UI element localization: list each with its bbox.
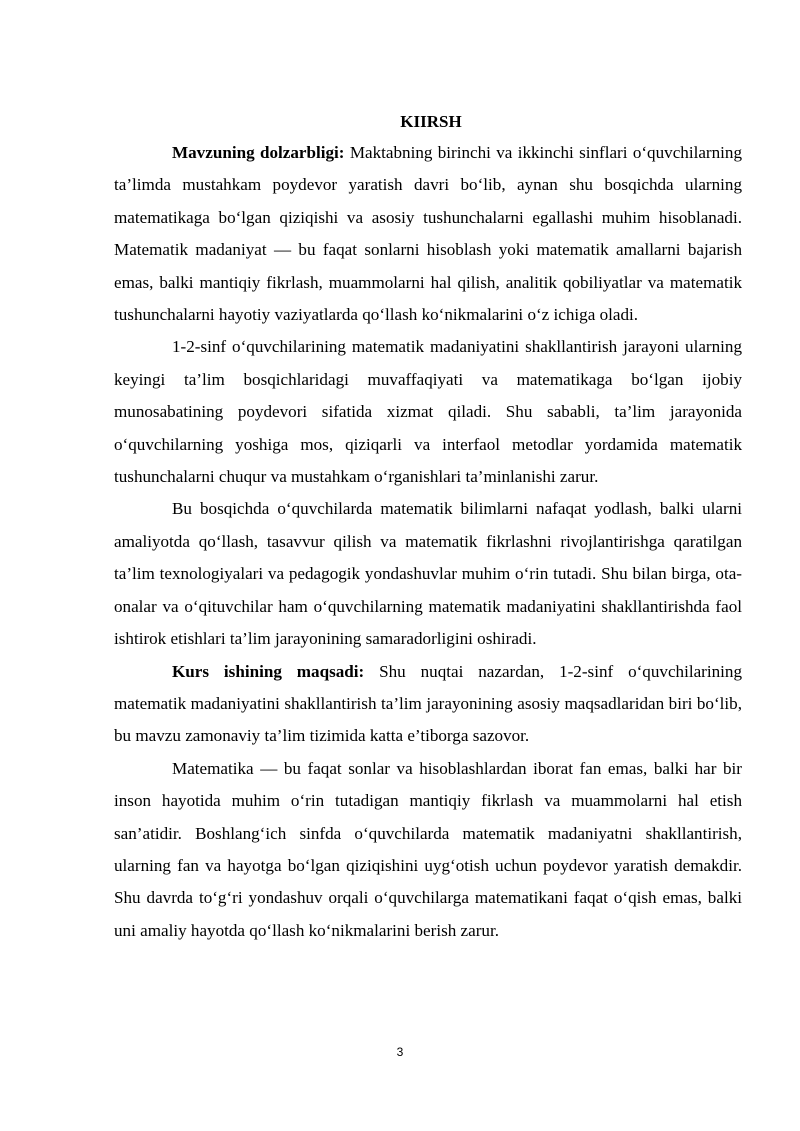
- paragraph-text: Maktabning birinchi va ikkinchi sinflari o‘quvchilarning ta’limda mustahkam poydevor yaratish davri bo‘lib, aynan shu bosqichda ularning matematikaga bo‘lgan qiziqishi va asosiy tushunchalarni egallashi muhim hisoblanadi. Matematik madaniyat — bu faqat sonlarni hisoblash yoki matematik amallarni bajarish emas, balki mantiqiy fikrlash, muammolarni hal qilish, analitik qobiliyatlar va matematik tushunchalarni hayotiy vaziyatlarda qo‘llash ko‘nikmalarini o‘z ichiga oladi.: [114, 143, 743, 325]
- paragraph-lead: Kurs ishining maqsadi:: [172, 661, 365, 681]
- page-title: KIIRSH: [400, 112, 462, 131]
- page-number: 3: [396, 1045, 404, 1059]
- paragraph-text: Shu nuqtai nazardan, 1-2-sinf o‘quvchilarining matematik madaniyatini shakllantirish ta’lim jarayonining asosiy maqsadlaridan biri bo‘lib, bu mavzu zamonaviy ta’lim tizimida katta e’tiborga sazovor.: [114, 661, 743, 746]
- paragraph-lead: Mavzuning dolzarbligi:: [172, 143, 345, 162]
- paragraph-body: [114, 331, 742, 493]
- paragraph-text: 1-2-sinf o‘quvchilarining matematik madaniyatini shakllantirish jarayoni ularning keyingi ta’lim bosqichlaridagi muvaffaqiyati va matematikaga bo‘lgan ijobiy munosabatining poydevori sifatida xizmat qiladi. Shu sababli, ta’lim jarayonida o‘quvchilarning yoshiga mos, qiziqarli va interfaol metodlar yordamida matematik tushunchalarni chuqur va mustahkam o‘rganishlari ta’minlanishi zarur.: [114, 337, 742, 487]
- paragraph-body: [114, 753, 742, 947]
- paragraph-body: [114, 493, 742, 655]
- document-page: [114, 107, 742, 947]
- paragraph-text: Matematika — bu faqat sonlar va hisoblashlardan iborat fan emas, balki har bir inson hayotida muhim o‘rin tutadigan mantiqiy fikrlash va muammolarni hal etish san’atidir. Boshlang‘ich sinfda o‘quvchilarda matematik madaniyatni shakllantirish, ularning fan va hayotga bo‘lgan qiziqishini uyg‘otish uchun poydevor yaratish demakdir. Shu davrda to‘g‘ri yondashuv orqali o‘quvchilarga matematikani faqat o‘qish emas, balki uni amaliy hayotda qo‘llash ko‘nikmalarini berish zarur.: [114, 758, 742, 940]
- paragraph-goal: [114, 656, 742, 753]
- paragraph-text: Bu bosqichda o‘quvchilarda matematik bilimlarni nafaqat yodlash, balki ularni amaliyotda qo‘llash, tasavvur qilish va matematik fikrlashni rivojlantirishga qaratilgan ta’lim texnologiyalari va pedagogik yondashuvlar muhim o‘rin tutadi. Shu bilan birga, ota-onalar va o‘qituvchilar ham o‘quvchilarning matematik madaniyatini shakllantirishda faol ishtirok etishlari ta’lim jarayonining samaradorligini oshiradi.: [114, 499, 742, 649]
- paragraph-relevance: [114, 137, 742, 331]
